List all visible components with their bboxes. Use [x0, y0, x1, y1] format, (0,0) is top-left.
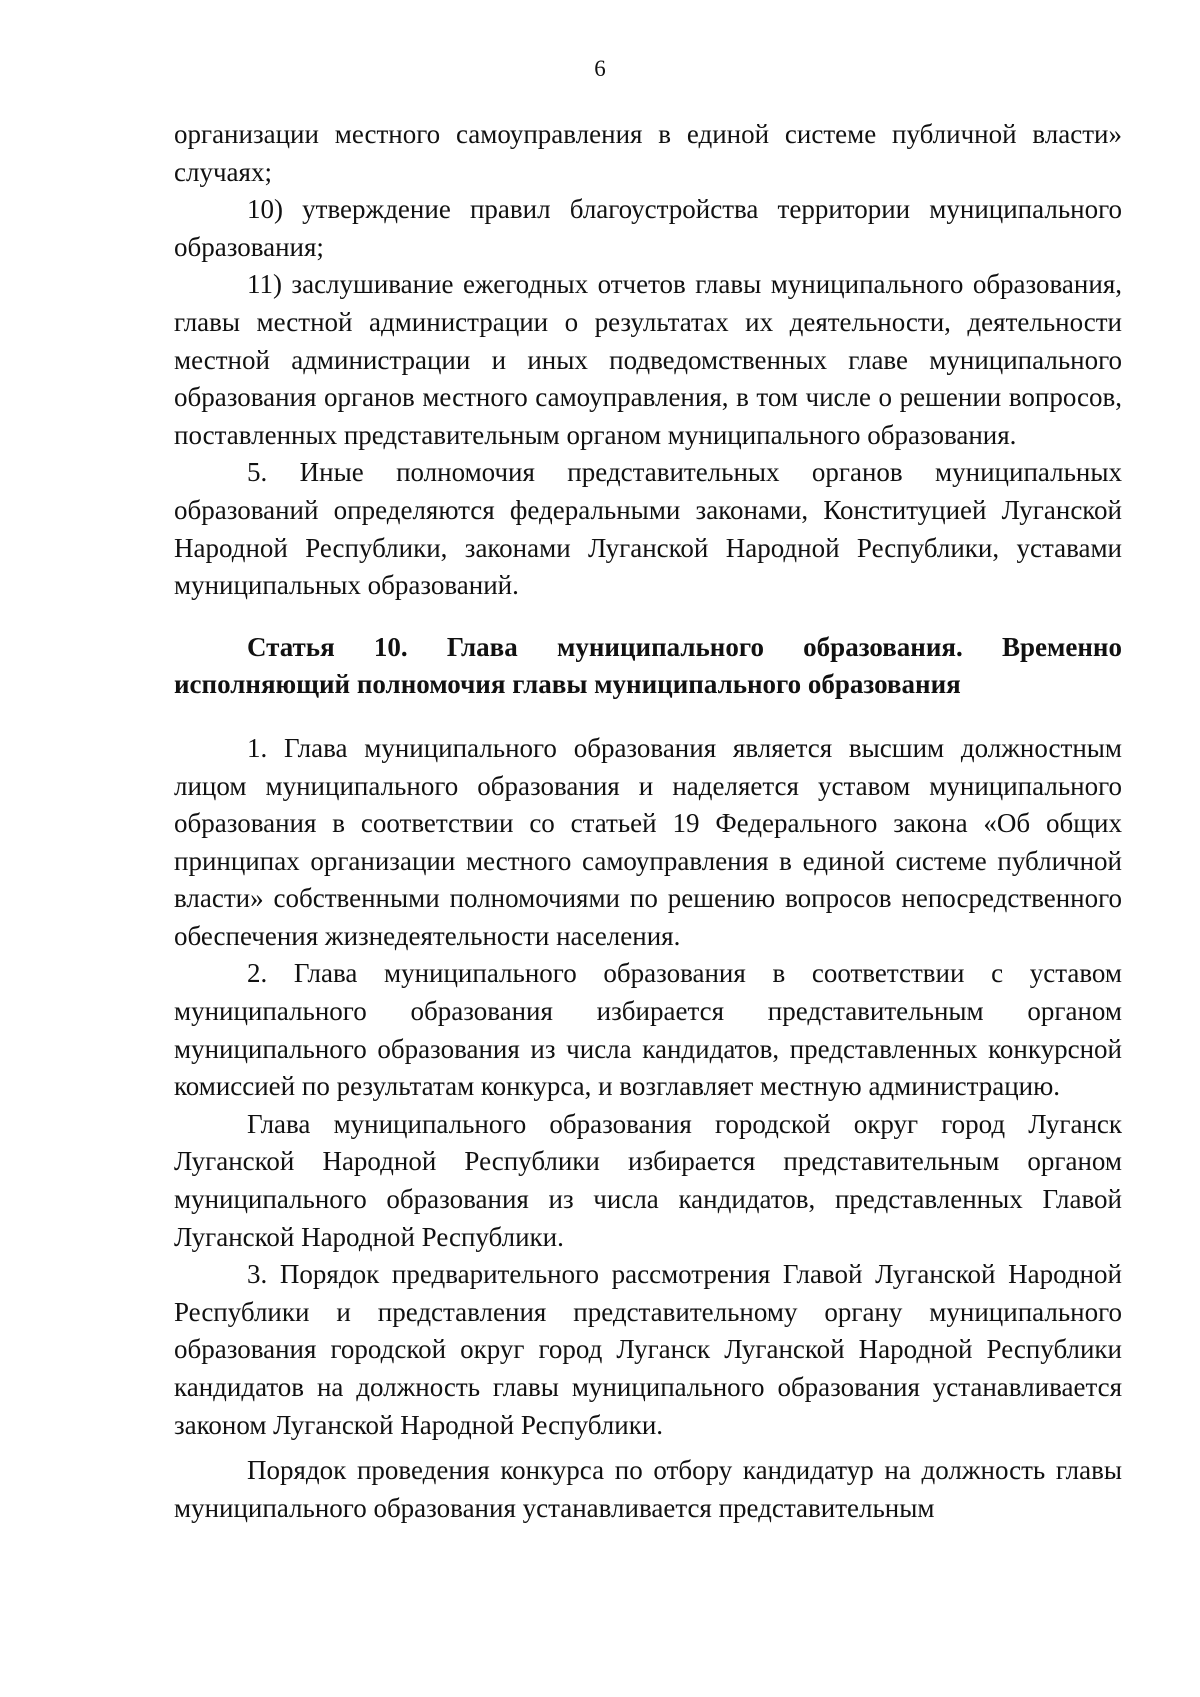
- paragraph-continuation: организации местного самоуправления в единой системе публичной власти» случаях;: [174, 119, 1122, 187]
- paragraph-competition-procedure: Порядок проведения конкурса по отбору кандидатур на должность главы муниципального образования устанавливается представительным: [174, 1455, 1122, 1523]
- paragraph-article10-point-2: 2. Глава муниципального образования в соответствии с уставом муниципального образования избирается представительным органом муниципального образования из числа кандидатов, представленных конкурсной комиссией по результатам конкурса, и возглавляет местную администрацию.: [174, 958, 1122, 1102]
- paragraph-article10-point-1: 1. Глава муниципального образования является высшим должностным лицом муниципального образования и наделяется уставом муниципального образования в соответствии со статьей 19 Федерального закона «Об общих принципах организации местного самоуправления в единой системе публичной власти» собственными полномочиями по решению вопросов непосредственного обеспечения жизнедеятельности населения.: [174, 732, 1122, 951]
- document-body: [174, 116, 1122, 1527]
- page-number: 6: [594, 56, 606, 81]
- article-10-heading: Статья 10. Глава муниципального образования. Временно исполняющий полномочия главы муниципального образования: [174, 631, 1122, 700]
- paragraph-luhansk-head: Глава муниципального образования городской округ город Луганск Луганской Народной Республики избирается представительным органом муниципального образования из числа кандидатов, представленных Главой Луганской Народной Республики.: [174, 1108, 1122, 1252]
- paragraph-article10-point-3: 3. Порядок предварительного рассмотрения Главой Луганской Народной Республики и представления представительному органу муниципального образования городской округ город Луганск Луганской Народной Республики кандидатов на должность главы муниципального образования устанавливается законом Луганской Народной Республики.: [174, 1259, 1122, 1440]
- paragraph-item-11: 11) заслушивание ежегодных отчетов главы муниципального образования, главы местной администрации о результатах их деятельности, деятельности местной администрации и иных подведомственных главе муниципального образования органов местного самоуправления, в том числе о решении вопросов, поставленных представительным органом муниципального образования.: [174, 269, 1122, 450]
- paragraph-point-5: 5. Иные полномочия представительных органов муниципальных образований определяются федеральными законами, Конституцией Луганской Народной Республики, законами Луганской Народной Республики, уставами муниципальных образований.: [174, 457, 1122, 601]
- paragraph-item-10: 10) утверждение правил благоустройства территории муниципального образования;: [174, 194, 1122, 262]
